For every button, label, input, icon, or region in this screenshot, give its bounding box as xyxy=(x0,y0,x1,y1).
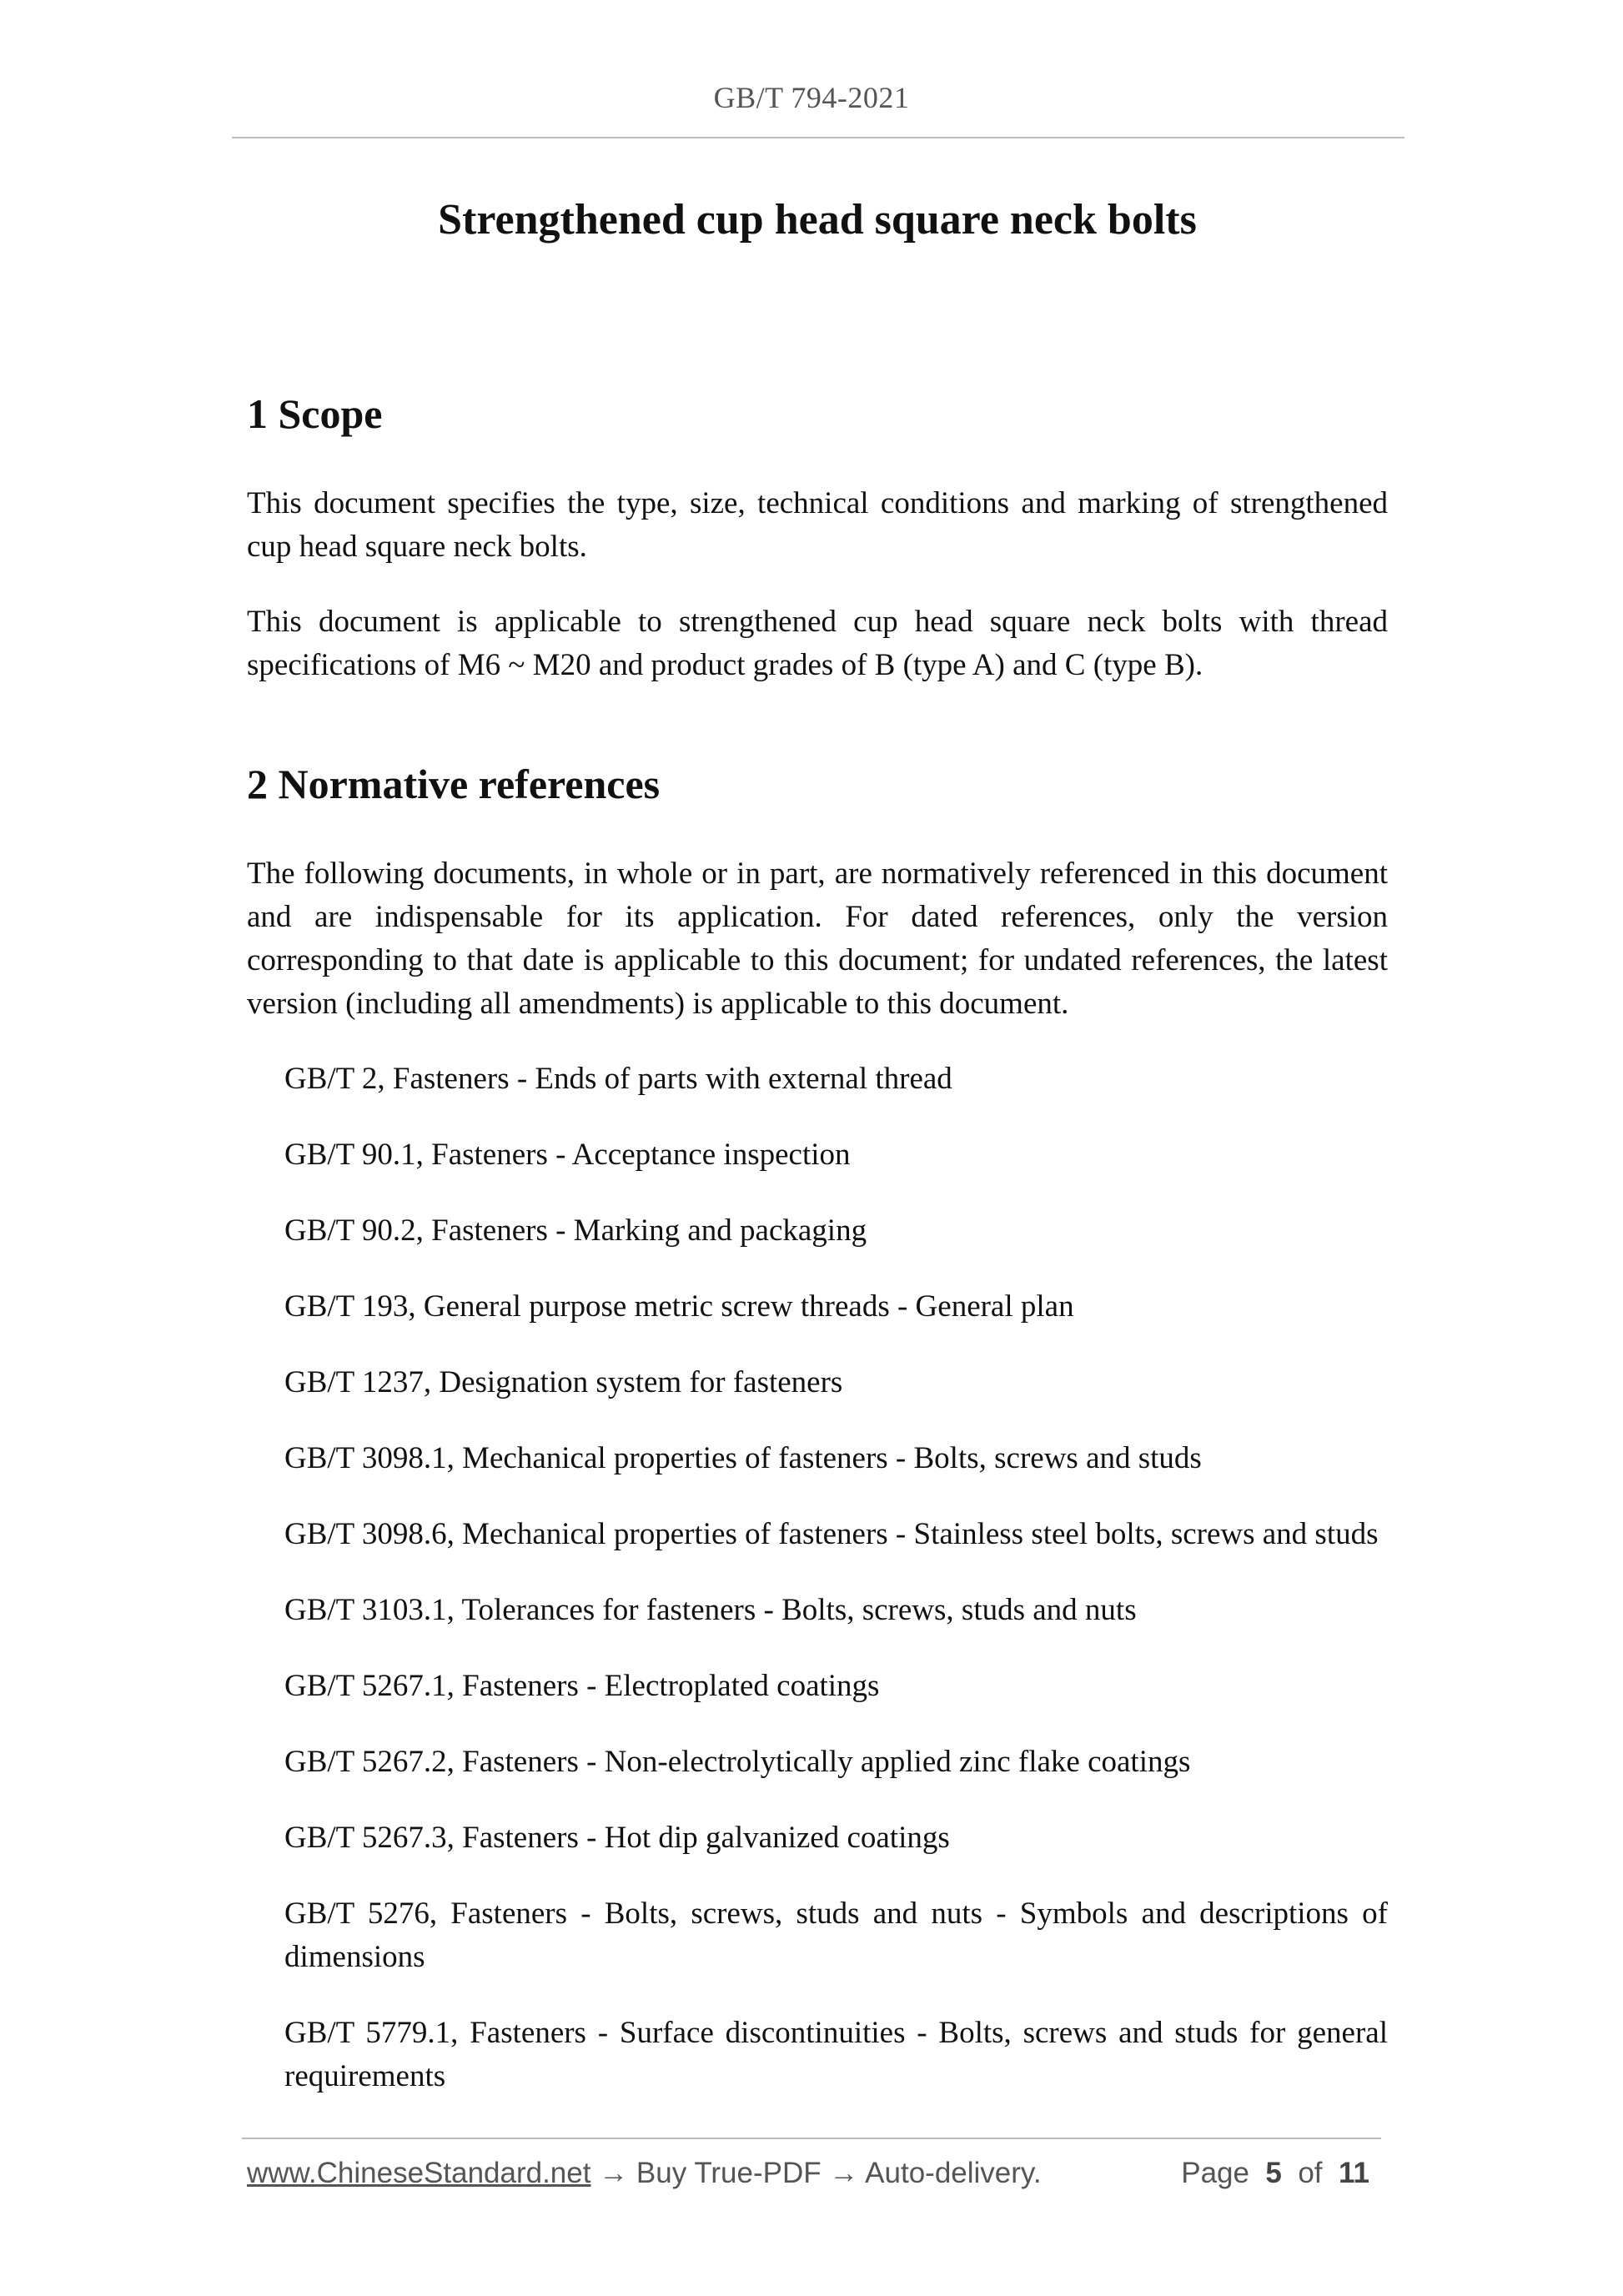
document-title: Strengthened cup head square neck bolts xyxy=(438,196,1197,244)
reference-item: GB/T 3103.1, Tolerances for fasteners - Bolts, screws, studs and nuts xyxy=(284,1593,1137,1627)
reference-item: GB/T 5267.3, Fasteners - Hot dip galvanized coatings xyxy=(284,1821,950,1855)
page-of-label: of xyxy=(1298,2157,1323,2189)
reference-item: GB/T 5779.1, Fasteners - Surface discontinuities - Bolts, screws and studs for general requirements xyxy=(284,2016,1388,2093)
footer-divider xyxy=(242,2138,1381,2139)
page-footer xyxy=(247,2157,1378,2198)
page-header: GB/T 794-2021 xyxy=(713,81,910,114)
reference-item: GB/T 5276, Fasteners - Bolts, screws, studs and nuts - Symbols and descriptions of dimensions xyxy=(284,1897,1388,1974)
section-heading: 1 Scope xyxy=(247,390,383,437)
reference-item: GB/T 193, General purpose metric screw threads - General plan xyxy=(284,1289,1074,1324)
document-body xyxy=(247,185,1388,2131)
section-normative-references xyxy=(247,752,1388,2098)
section-heading: 2 Normative references xyxy=(247,761,661,807)
section-spacer xyxy=(247,719,1388,752)
website-link[interactable]: www.ChineseStandard.net xyxy=(247,2157,591,2189)
page-indicator xyxy=(1181,2157,1369,2190)
footer-promo xyxy=(247,2157,1042,2190)
section-scope xyxy=(247,382,1388,687)
reference-item: GB/T 5267.1, Fasteners - Electroplated coatings xyxy=(284,1669,880,1703)
footer-promo-text: → Buy True-PDF → Auto-delivery. xyxy=(590,2157,1042,2189)
reference-item: GB/T 3098.1, Mechanical properties of fasteners - Bolts, screws and studs xyxy=(284,1441,1202,1475)
reference-item: GB/T 3098.6, Mechanical properties of fasteners - Stainless steel bolts, screws and studs xyxy=(284,1517,1379,1551)
reference-list xyxy=(247,1058,1388,2098)
reference-item: GB/T 90.1, Fasteners - Acceptance inspection xyxy=(284,1138,851,1172)
reference-item: GB/T 5267.2, Fasteners - Non-electrolytically applied zinc flake coatings xyxy=(284,1745,1191,1779)
page-total: 11 xyxy=(1339,2157,1369,2189)
paragraph: This document specifies the type, size, technical conditions and marking of strengthened cup head square neck bolts. xyxy=(247,486,1388,564)
reference-item: GB/T 90.2, Fasteners - Marking and packaging xyxy=(284,1213,867,1248)
reference-item: GB/T 1237, Designation system for fasteners xyxy=(284,1365,843,1399)
reference-item: GB/T 2, Fasteners - Ends of parts with external thread xyxy=(284,1062,952,1096)
page-label: Page xyxy=(1181,2157,1249,2189)
paragraph: The following documents, in whole or in part, are normatively referenced in this document and are indispensable for its application. For dated references, only the version corresponding to that date is applicable to this document; for undated references, the latest version (including all amendments) is applicable to this document. xyxy=(247,857,1388,1021)
header-divider xyxy=(232,137,1404,138)
paragraph: This document is applicable to strengthened cup head square neck bolts with thread specifications of M6 ~ M20 and product grades of B (type A) and C (type B). xyxy=(247,605,1388,682)
page-current: 5 xyxy=(1265,2157,1282,2189)
